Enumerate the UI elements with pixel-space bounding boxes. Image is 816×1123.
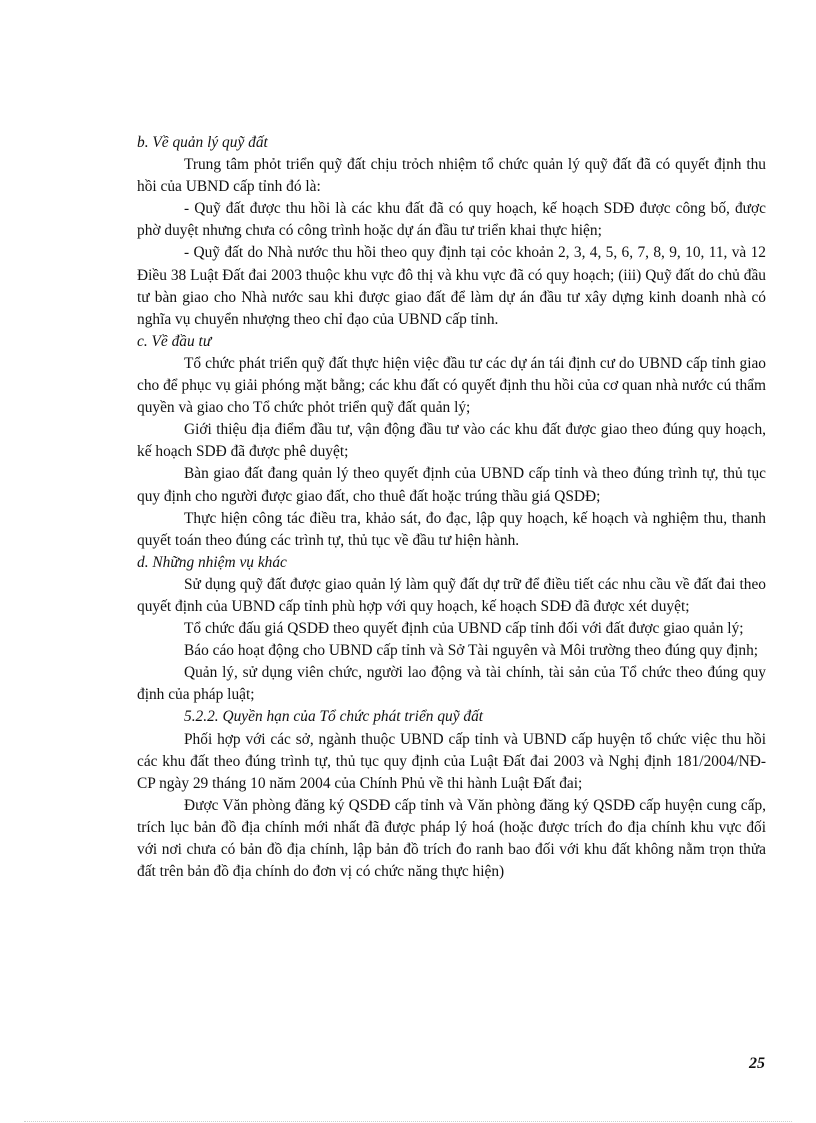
- page-bottom-divider: [24, 1121, 792, 1122]
- paragraph: Phối hợp với các sở, ngành thuộc UBND cấp tỉnh và UBND cấp huyện tổ chức việc thu hồi các khu đất theo đúng trình tự, thủ tục quy định của Luật Đất đai 2003 và Nghị định 181/2004/NĐ-CP ngày 29 tháng 10 năm 2004 của Chính Phủ về thi hành Luật Đất đai;: [137, 730, 766, 792]
- paragraph: Báo cáo hoạt động cho UBND cấp tỉnh và Sở Tài nguyên và Môi trường theo đúng quy định;: [184, 642, 759, 660]
- paragraph: Trung tâm phỏt triển quỹ đất chịu trỏch nhiệm tổ chức quản lý quỹ đất đã có quyết định thu hồi của UBND cấp tỉnh đó là:: [137, 156, 766, 196]
- paragraph: Bàn giao đất đang quản lý theo quyết định của UBND cấp tỉnh và theo đúng trình tự, thủ tục quy định cho người được giao đất, cho thuê đất hoặc trúng thầu giá QSDĐ;: [137, 465, 766, 505]
- heading-investment: c. Về đầu tư: [137, 332, 212, 350]
- page-number: 25: [749, 1055, 765, 1072]
- heading-other-tasks: d. Những nhiệm vụ khác: [137, 553, 287, 571]
- list-item: - Quỹ đất được thu hồi là các khu đất đã có quy hoạch, kế hoạch SDĐ được công bố, được phờ duyệt nhưng chưa có công trình hoặc dự án đầu tư triển khai thực hiện;: [137, 200, 766, 240]
- heading-section-5-2-2: 5.2.2. Quyền hạn của Tổ chức phát triển quỹ đất: [184, 708, 484, 726]
- paragraph: Thực hiện công tác điều tra, khảo sát, đo đạc, lập quy hoạch, kế hoạch và nghiệm thu, thanh quyết toán theo đúng các trình tự, thủ tục về đầu tư hiện hành.: [137, 509, 766, 549]
- paragraph: Tổ chức phát triển quỹ đất thực hiện việc đầu tư các dự án tái định cư do UBND cấp tỉnh giao cho để phục vụ giải phóng mặt bằng; các khu đất có quyết định thu hồi của cơ quan nhà nước cú thẩm quyền và giao cho Tổ chức phỏt triển quỹ đất quản lý;: [137, 354, 766, 417]
- paragraph: Sử dụng quỹ đất được giao quản lý làm quỹ đất dự trữ để điều tiết các nhu cầu về đất đai theo quyết định của UBND cấp tỉnh phù hợp với quy hoạch, kế hoạch SDĐ đã được xét duyệt;: [137, 575, 766, 615]
- paragraph: Quản lý, sử dụng viên chức, người lao động và tài chính, tài sản của Tổ chức theo đúng quy định của pháp luật;: [137, 664, 766, 704]
- paragraph: Tổ chức đấu giá QSDĐ theo quyết định của UBND cấp tỉnh đối với đất được giao quản lý;: [184, 620, 744, 638]
- paragraph: Giới thiệu địa điểm đầu tư, vận động đầu tư vào các khu đất được giao theo đúng quy hoạch, kế hoạch SDĐ đã được phê duyệt;: [137, 421, 766, 461]
- list-item: - Quỹ đất do Nhà nước thu hồi theo quy định tại cỏc khoản 2, 3, 4, 5, 6, 7, 8, 9, 10, 11, và 12 Điều 38 Luật Đất đai 2003 thuộc khu vực đô thị và khu vực đã có quy hoạch; (iii) Quỹ đất do chủ đầu tư bàn giao cho Nhà nước sau khi được giao đất để làm dự án đầu tư xây dựng kinh doanh nhà có nghĩa vụ chuyển nhượng theo chỉ đạo của UBND cấp tỉnh.: [137, 244, 766, 328]
- document-body: [137, 132, 766, 883]
- paragraph: Được Văn phòng đăng ký QSDĐ cấp tỉnh và Văn phòng đăng ký QSDĐ cấp huyện cung cấp, trích lục bản đồ địa chính mới nhất đã được pháp lý hoá (hoặc được trích đo địa chính khu vực đối với nơi chưa có bản đồ địa chính, lập bản đồ trích đo ranh bao đối với khu đất không nằm trọn thửa đất trên bản đồ địa chính do đơn vị có chức năng thực hiện): [137, 796, 766, 881]
- heading-land-management: b. Về quản lý quỹ đất: [137, 134, 268, 151]
